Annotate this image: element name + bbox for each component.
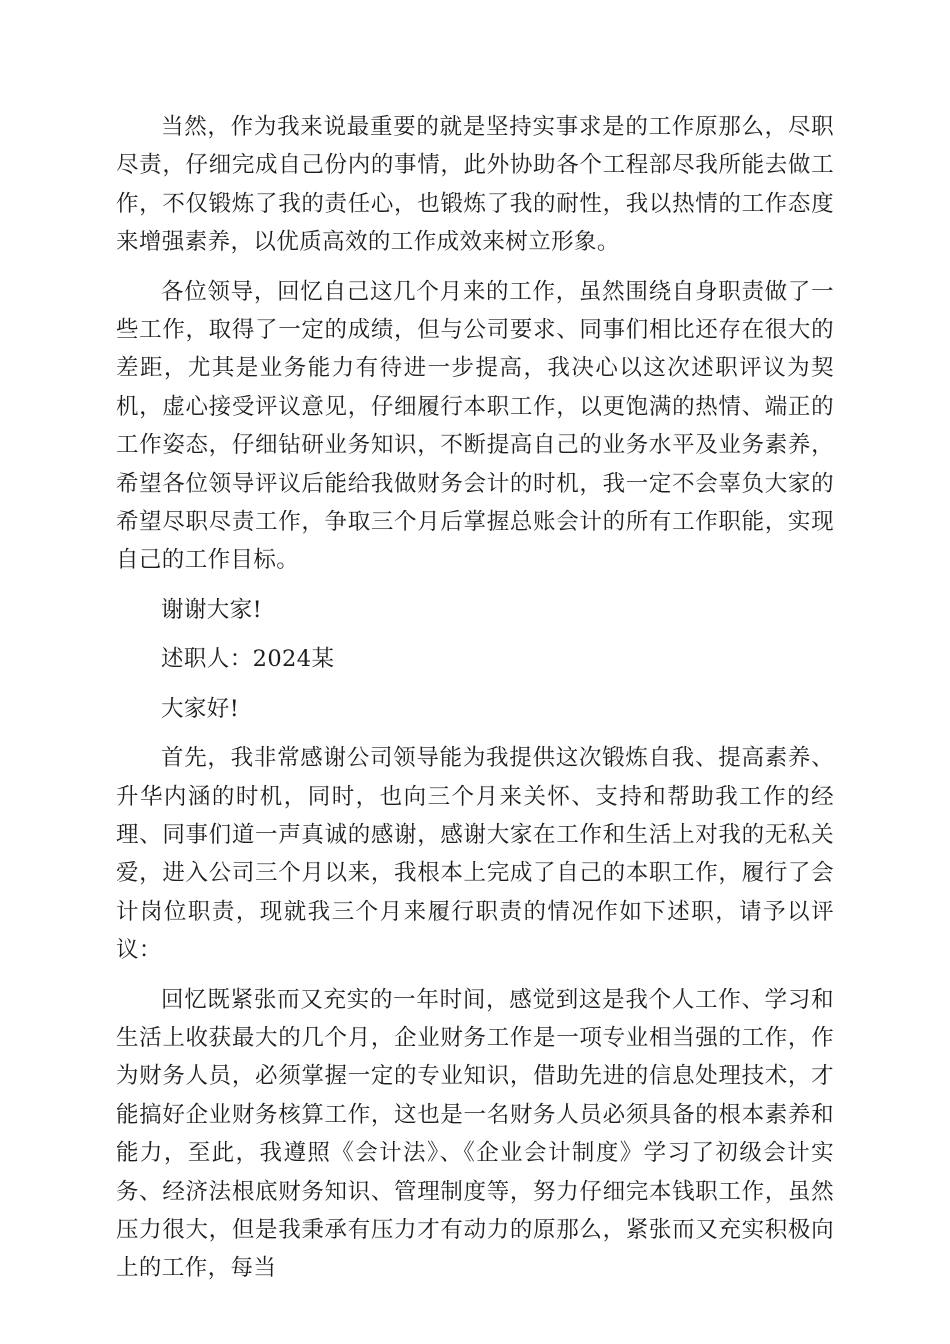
paragraph-gratitude: 首先，我非常感谢公司领导能为我提供这次锻炼自我、提高素养、升华内涵的时机，同时，也向三个月来关怀、支持和帮助我工作的经理、同事们道一声真诚的感谢，感谢大家在工作和生活上对我的无私关爱，进入公司三个月以来，我根本上完成了自己的本职工作，履行了会计岗位职责，现就我三个月来履行职责的情况作如下述职，请予以评议：	[116, 745, 834, 964]
paragraph-self-review: 各位领导，回忆自己这几个月来的工作，虽然围绕自身职责做了一些工作，取得了一定的成绩，但与公司要求、同事们相比还存在很大的差距，尤其是业务能力有待进一步提高，我决心以这次述职评议为契机，虚心接受评议意见，仔细履行本职工作，以更饱满的热情、端正的工作姿态，仔细钻研业务知识，不断提高自己的业务水平及业务素养，希望各位领导评议后能给我做财务会计的时机，我一定不会辜负大家的希望尽职尽责工作，争取三个月后掌握总账会计的所有工作职能，实现自己的工作目标。	[116, 278, 834, 574]
paragraph-greeting: 大家好!	[161, 695, 240, 722]
paragraph-year-review: 回忆既紧张而又充实的一年时间，感觉到这是我个人工作、学习和生活上收获最大的几个月，企业财务工作是一项专业相当强的工作，作为财务人员，必须掌握一定的专业知识，借助先进的信息处理技术，才能搞好企业财务核算工作，这也是一名财务人员必须具备的根本素养和能力，至此，我遵照《会计法》、《企业会计制度》学习了初级会计实务、经济法根底财务知识、管理制度等，努力仔细完本钱职工作，虽然压力很大，但是我秉承有压力才有动力的原那么，紧张而又充实积极向上的工作，每当	[116, 986, 834, 1282]
paragraph-duty-attitude: 当然，作为我来说最重要的就是坚持实事求是的工作原那么，尽职尽责，仔细完成自己份内的事情，此外协助各个工程部尽我所能去做工作，不仅锻炼了我的责任心，也锻炼了我的耐性，我以热情的工作态度来增强素养，以优质高效的工作成效来树立形象。	[116, 114, 834, 256]
paragraph-signature: 述职人：2024某	[161, 646, 335, 673]
document-body	[116, 108, 834, 1299]
paragraph-thanks: 谢谢大家!	[161, 596, 263, 623]
